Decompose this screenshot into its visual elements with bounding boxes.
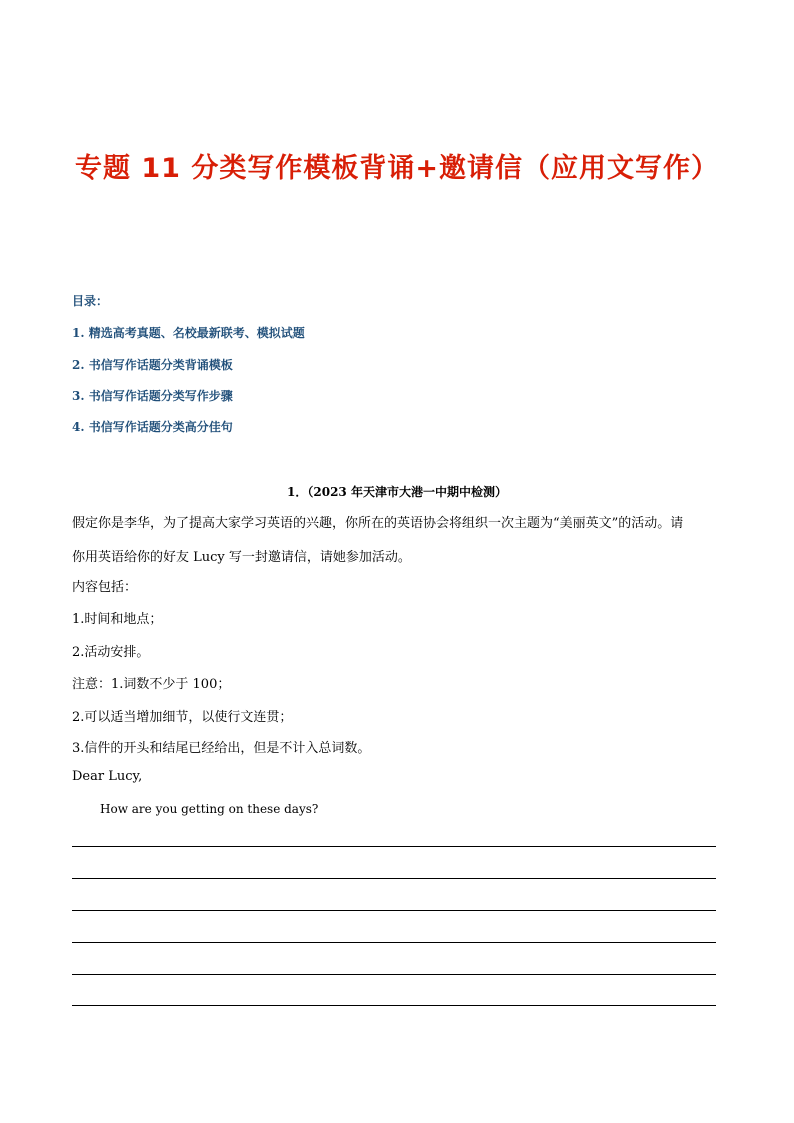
toc-item-1: 1. 精选高考真题、名校最新联考、模拟试题	[72, 326, 305, 340]
answer-line	[72, 878, 716, 879]
answer-line	[72, 942, 716, 943]
note-1: 注意：1.词数不少于 100；	[72, 677, 231, 692]
answer-line	[72, 1005, 716, 1006]
prompt-line-2: 你用英语给你的好友 Lucy 写一封邀请信，请她参加活动。	[72, 550, 411, 565]
toc-item-4: 4. 书信写作话题分类高分佳句	[72, 420, 233, 434]
question-header: 1．（2023 年天津市大港一中期中检测）	[287, 485, 507, 499]
note-3: 3.信件的开头和结尾已经给出，但是不计入总词数。	[72, 741, 371, 756]
content-label: 内容包括：	[72, 580, 138, 595]
content-point-1: 1.时间和地点；	[72, 612, 163, 627]
toc-heading: 目录：	[72, 294, 109, 308]
answer-line	[72, 846, 716, 847]
answer-line	[72, 974, 716, 975]
document-title: 专题 11 分类写作模板背诵+邀请信（应用文写作）	[75, 153, 719, 184]
content-point-2: 2.活动安排。	[72, 645, 150, 660]
letter-opening: How are you getting on these days?	[100, 802, 319, 816]
toc-item-3: 3. 书信写作话题分类写作步骤	[72, 389, 233, 403]
answer-line	[72, 910, 716, 911]
toc-item-2: 2. 书信写作话题分类背诵模板	[72, 358, 233, 372]
note-2: 2.可以适当增加细节，以使行文连贯；	[72, 710, 293, 725]
prompt-line-1: 假定你是李华，为了提高大家学习英语的兴趣，你所在的英语协会将组织一次主题为“美丽英文”的活动。请	[72, 516, 684, 531]
letter-salutation: Dear Lucy,	[72, 769, 143, 784]
